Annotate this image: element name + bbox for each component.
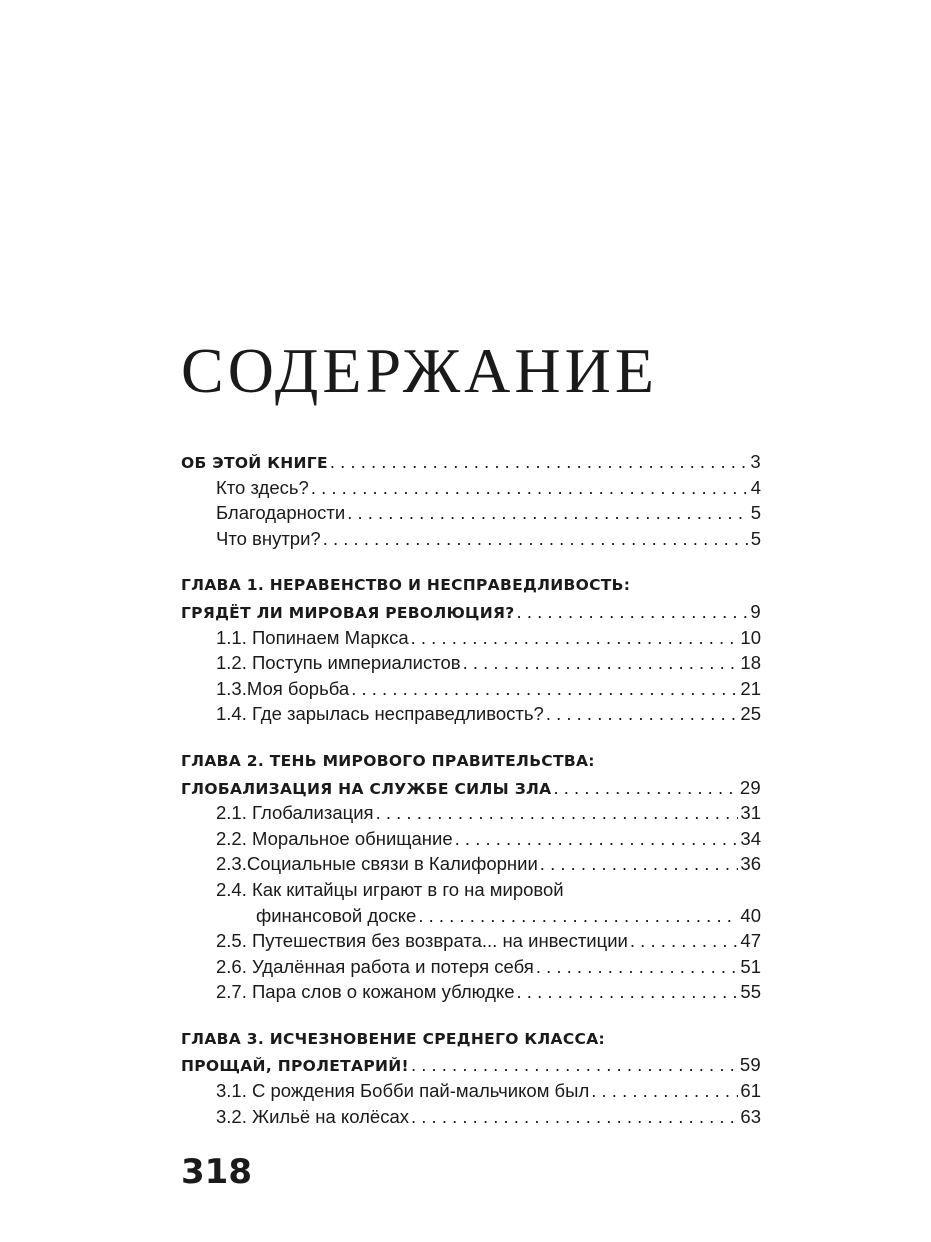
toc-entry-label: 2.6. Удалённая работа и потеря себя — [216, 955, 534, 977]
toc-chapter-title: ГЛАВА 3. ИСЧЕЗНОВЕНИЕ СРЕДНЕГО КЛАССА: — [181, 1029, 605, 1048]
toc-page-number: 59 — [739, 1054, 761, 1076]
toc-entry-label: 1.4. Где зарылась несправедливость? — [216, 703, 544, 725]
toc-entry — [181, 954, 761, 980]
toc-page-number: 18 — [740, 652, 761, 674]
toc-leader-dots — [411, 1052, 738, 1078]
toc-leader-dots — [463, 650, 739, 676]
toc-entry — [181, 979, 761, 1005]
toc-entry — [181, 701, 761, 727]
toc-page-number: 51 — [740, 955, 761, 977]
toc-page-number: 9 — [750, 600, 761, 622]
toc-page-number: 10 — [740, 626, 761, 648]
toc-entry — [181, 526, 761, 552]
toc-leader-dots — [323, 526, 749, 552]
toc-entry-label: 2.1. Глобализация — [216, 802, 374, 824]
toc-page-number: 5 — [750, 502, 761, 524]
toc-entry — [181, 826, 761, 852]
toc-entry — [181, 500, 761, 526]
toc-leader-dots — [418, 903, 738, 929]
toc-entry — [181, 928, 761, 954]
toc-page-number: 31 — [740, 802, 761, 824]
toc-entry-label: Что внутри? — [216, 527, 321, 549]
toc-chapter-title: ГЛАВА 2. ТЕНЬ МИРОВОГО ПРАВИТЕЛЬСТВА: — [181, 751, 595, 770]
toc-leader-dots — [411, 625, 739, 651]
page-title: СОДЕРЖАНИЕ — [181, 335, 658, 406]
toc-chapter-title: ГЛАВА 1. НЕРАВЕНСТВО И НЕСПРАВЕДЛИВОСТЬ: — [181, 576, 631, 595]
toc-leader-dots — [536, 954, 739, 980]
toc-leader-dots — [330, 449, 749, 475]
toc-leader-dots — [517, 979, 739, 1005]
toc-entry-label: 2.2. Моральное обнищание — [216, 827, 453, 849]
toc-page-number: 36 — [740, 853, 761, 875]
toc-chapter-1-line1 — [181, 573, 761, 599]
toc-page-number: 47 — [740, 930, 761, 952]
toc-page-number: 4 — [750, 476, 761, 498]
toc-entry — [181, 851, 761, 877]
toc-leader-dots — [517, 599, 749, 625]
toc-entry-label: 2.4. Как китайцы играют в го на мировой — [216, 878, 564, 900]
toc-entry — [181, 650, 761, 676]
toc-leader-dots — [553, 775, 737, 801]
toc-page-number: 5 — [750, 527, 761, 549]
toc-chapter-2-line2 — [181, 775, 761, 801]
toc-leader-dots — [630, 928, 739, 954]
toc-entry — [181, 1104, 761, 1130]
toc-entry-label: 3.2. Жильё на колёсах — [216, 1105, 409, 1127]
toc-entry — [181, 625, 761, 651]
toc-page-number: 40 — [740, 904, 761, 926]
toc-leader-dots — [591, 1078, 738, 1104]
toc-entry-label: 1.1. Попинаем Маркса — [216, 626, 409, 648]
toc-entry — [181, 676, 761, 702]
toc-chapter-1-line2 — [181, 599, 761, 625]
toc-leader-dots — [540, 851, 739, 877]
toc-page-number: 3 — [750, 451, 761, 472]
toc-leader-dots — [546, 701, 739, 727]
toc-page-number: 61 — [740, 1080, 761, 1102]
toc-entry — [181, 1078, 761, 1104]
toc-chapter-title: ОБ ЭТОЙ КНИГЕ — [181, 454, 328, 472]
table-of-contents — [181, 449, 761, 1129]
toc-page-number: 21 — [740, 677, 761, 699]
toc-chapter-title: ГЛОБАЛИЗАЦИЯ НА СЛУЖБЕ СИЛЫ ЗЛА — [181, 779, 552, 798]
toc-entry — [181, 877, 761, 903]
toc-page-number: 55 — [740, 981, 761, 1003]
toc-entry-label: 2.7. Пара слов о кожаном ублюдке — [216, 981, 515, 1003]
toc-entry-label: 2.3.Социальные связи в Калифорнии — [216, 853, 538, 875]
toc-chapter-title: ПРОЩАЙ, ПРОЛЕТАРИЙ! — [181, 1057, 409, 1076]
toc-chapter-title: ГРЯДЁТ ЛИ МИРОВАЯ РЕВОЛЮЦИЯ? — [181, 603, 515, 622]
toc-page-number: 63 — [740, 1105, 761, 1127]
toc-page-number: 29 — [739, 776, 761, 798]
toc-entry-label: 1.2. Поступь империалистов — [216, 652, 461, 674]
toc-leader-dots — [351, 676, 738, 702]
toc-page-number: 34 — [740, 827, 761, 849]
toc-entry-label: 3.1. С рождения Бобби пай-мальчиком был — [216, 1080, 590, 1102]
toc-chapter-2-line1 — [181, 749, 761, 775]
toc-leader-dots — [455, 826, 739, 852]
toc-entry-about — [181, 449, 761, 475]
toc-entry — [181, 475, 761, 501]
toc-leader-dots — [376, 800, 739, 826]
toc-leader-dots — [411, 1104, 738, 1130]
toc-entry-continuation — [181, 903, 761, 929]
toc-page-number: 25 — [740, 703, 761, 725]
toc-entry-label: 1.3.Моя борьба — [216, 677, 350, 699]
toc-entry — [181, 800, 761, 826]
toc-entry-label: Благодарности — [216, 502, 346, 524]
toc-entry-label: 2.5. Путешествия без возврата... на инвестиции — [216, 930, 628, 952]
toc-leader-dots — [347, 500, 749, 526]
toc-entry-label: финансовой доске — [256, 904, 417, 926]
page-number: 318 — [181, 1152, 252, 1192]
toc-entry-label: Кто здесь? — [216, 476, 309, 498]
toc-chapter-3-line2 — [181, 1052, 761, 1078]
toc-leader-dots — [311, 475, 749, 501]
toc-chapter-3-line1 — [181, 1027, 761, 1053]
